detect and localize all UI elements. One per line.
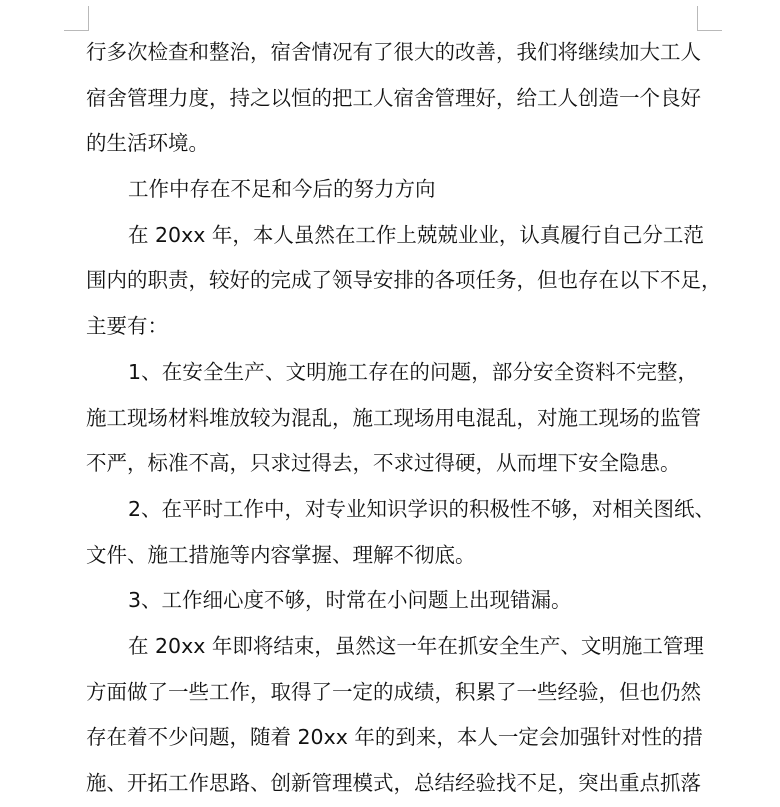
document-body [86,30,722,807]
text-line-11: 2、在平时工作中，对专业知识学识的积极性不够，对相关图纸、 [128,496,716,521]
text-line-5: 在 20xx 年，本人虽然在工作上兢兢业业，认真履行自己分工范 [128,222,704,247]
text-line-6: 围内的职责，较好的完成了领导安排的各项任务，但也存在以下不足， [86,268,722,293]
text-line-8: 1、在安全生产、文明施工存在的问题，部分安全资料不完整， [128,359,698,384]
text-line-7: 主要有： [86,314,168,339]
page-corner-mark-right [697,6,722,31]
text-line-3: 的生活环境。 [86,131,209,156]
text-line-13: 3、工作细心度不够，时常在小问题上出现错漏。 [128,588,572,613]
text-line-15: 方面做了一些工作，取得了一定的成绩，积累了一些经验，但也仍然 [86,679,701,704]
text-line-16: 存在着不少问题，随着 20xx 年的到来，本人一定会加强针对性的措 [86,725,703,750]
text-line-14: 在 20xx 年即将结束，虽然这一年在抓安全生产、文明施工管理 [128,633,704,658]
section-heading: 工作中存在不足和今后的努力方向 [128,177,436,202]
text-line-1: 行多次检查和整治，宿舍情况有了很大的改善，我们将继续加大工人 [86,40,701,64]
text-line-9: 施工现场材料堆放较为混乱，施工现场用电混乱，对施工现场的监管 [86,405,701,430]
text-line-17: 施、开拓工作思路、创新管理模式，总结经验找不足，突出重点抓落 [86,771,701,795]
text-line-12: 文件、施工措施等内容掌握、理解不彻底。 [86,542,476,567]
page-corner-mark-left [64,6,89,31]
text-line-2: 宿舍管理力度，持之以恒的把工人宿舍管理好，给工人创造一个良好 [86,85,701,110]
text-line-10: 不严，标准不高，只求过得去，不求过得硬，从而埋下安全隐患。 [86,451,681,476]
